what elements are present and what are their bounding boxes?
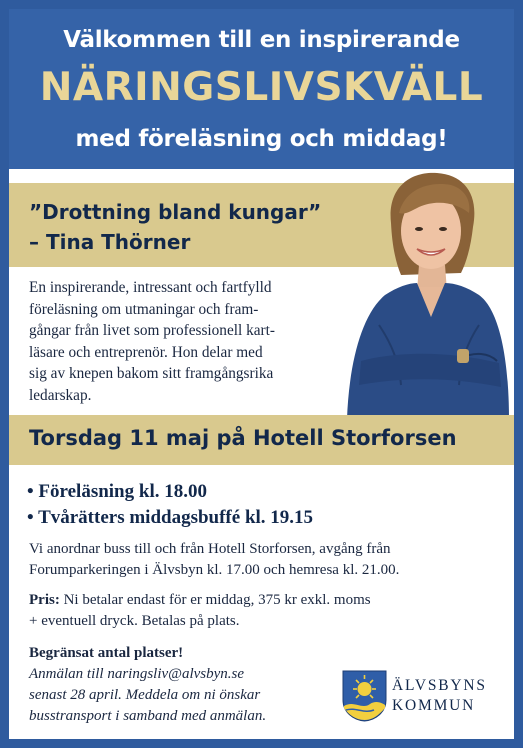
description-line: läsare och entreprenör. Hon delar med [29, 343, 263, 361]
welcome-line: Välkommen till en inspirerande [63, 27, 460, 53]
description-line: gångar från livet som professionell kart- [29, 322, 275, 339]
lecture-title [29, 197, 321, 257]
signup-line: busstransport i samband med anmälan. [29, 708, 267, 724]
subtitle-line: med föreläsning och middag! [75, 126, 448, 152]
signup-info [29, 643, 339, 727]
bus-info [29, 539, 499, 581]
price-text-2: + eventuell dryck. Betalas på plats. [29, 613, 240, 629]
header-banner [9, 9, 514, 169]
description-line: sig av knepen bakom sitt framgångsrika [29, 365, 274, 382]
municipality-crest-icon [342, 670, 387, 722]
speaker-name: – Tina Thörner [29, 230, 191, 254]
price-label: Pris: [29, 592, 60, 608]
speaker-photo [339, 165, 514, 419]
limited-seats: Begränsat antal platser! [29, 645, 184, 661]
poster [9, 9, 514, 739]
schedule-item: • Tvårätters middagsbuffé kl. 19.15 [27, 507, 314, 528]
schedule-item: • Föreläsning kl. 18.00 [27, 481, 207, 502]
event-date-line: Torsdag 11 maj på Hotell Storforsen [29, 426, 457, 450]
description-line: föreläsning om utmaningar och fram- [29, 300, 259, 318]
signup-line: senast 28 april. Meddela om ni önskar [29, 687, 261, 703]
description-line: En inspirerande, intressant och fartfylld [29, 279, 272, 296]
municipality-name-line: KOMMUN [392, 697, 476, 714]
municipality-name-line: ÄLVSBYNS [392, 677, 487, 694]
schedule-item-text: Tvårätters middagsbuffé kl. 19.15 [38, 507, 314, 528]
lecture-description [29, 277, 359, 406]
signup-line: Anmälan till naringsliv@alvsbyn.se [29, 666, 245, 682]
price-info [29, 590, 499, 632]
schedule-list [27, 479, 313, 531]
bus-info-line: Vi anordnar buss till och från Hotell Storforsen, avgång från [29, 541, 391, 557]
event-headline: NÄRINGSLIVSKVÄLL [39, 65, 484, 110]
price-text: Ni betalar endast för er middag, 375 kr exkl. moms [59, 592, 371, 608]
schedule-item-text: Föreläsning kl. 18.00 [38, 481, 207, 502]
description-line: ledarskap. [29, 386, 92, 404]
municipality-name [392, 676, 487, 716]
bus-info-line: Forumparkeringen i Älvsbyn kl. 17.00 och hemresa kl. 21.00. [29, 562, 400, 578]
lecture-title-line: ”Drottning bland kungar” [29, 200, 322, 224]
